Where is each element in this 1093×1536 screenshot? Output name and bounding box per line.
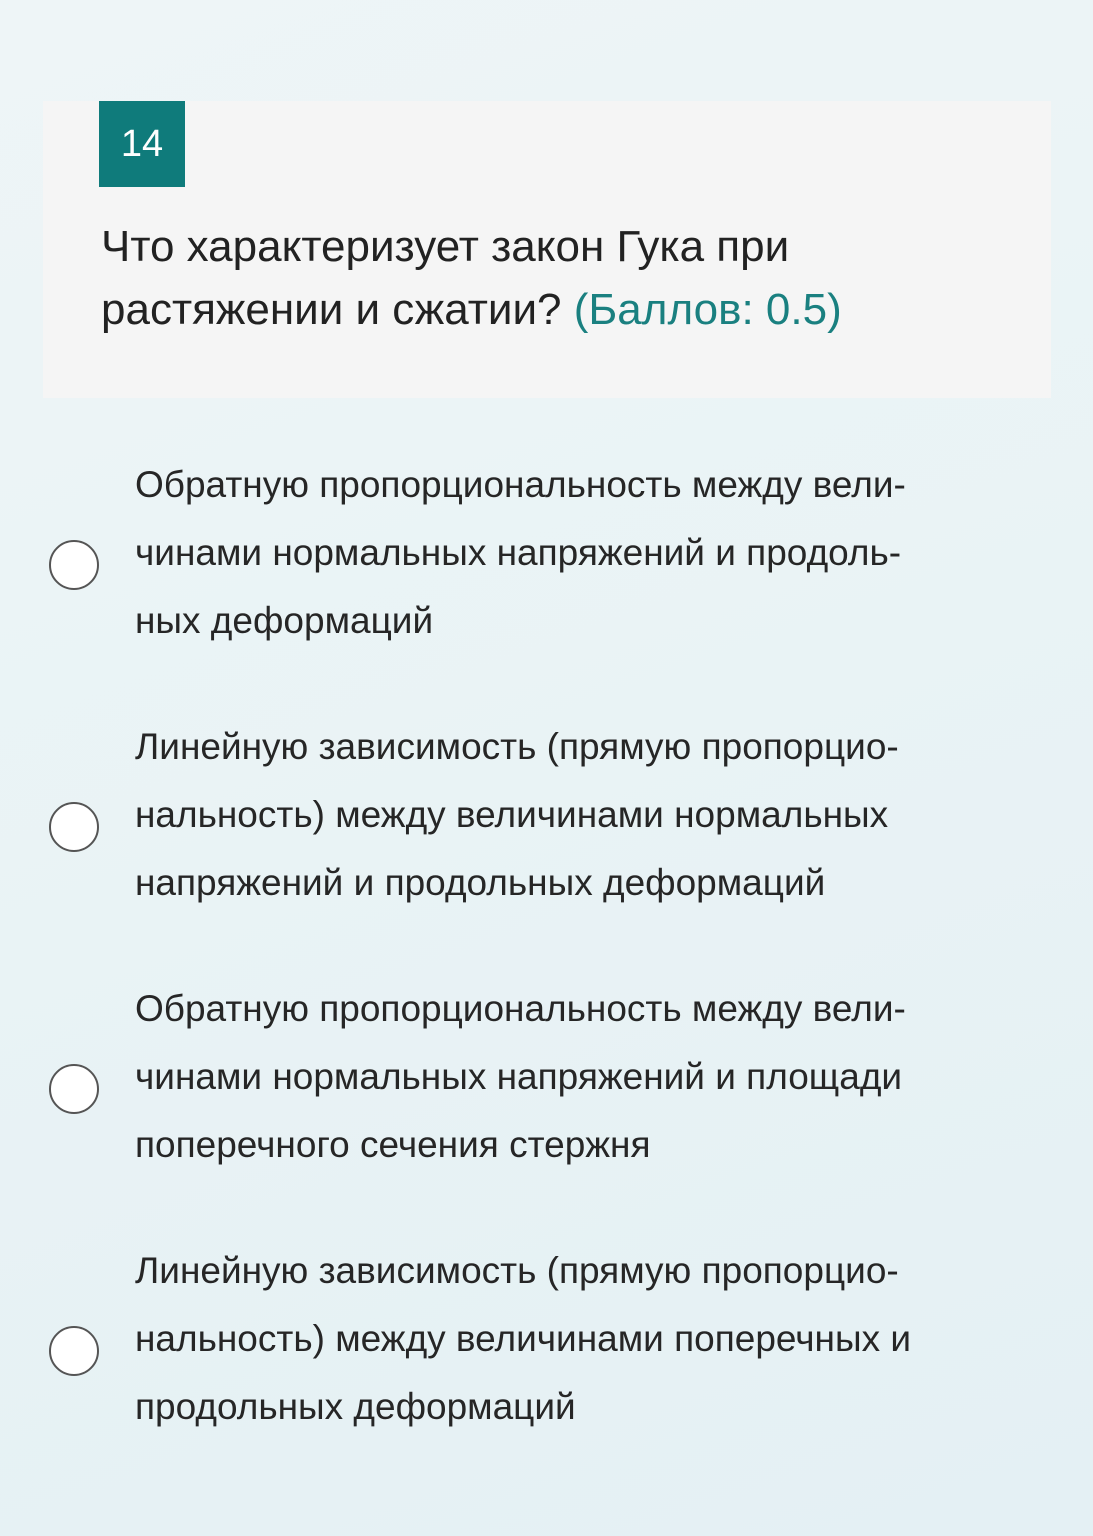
question-text — [101, 215, 1041, 341]
radio-button[interactable] — [49, 802, 99, 852]
option-label-line: поперечного сечения стержня — [135, 1124, 651, 1165]
option-label — [135, 451, 906, 655]
option-label-line: Линейную зависимость (прямую пропорцио- — [135, 726, 899, 767]
option-label-line: Обратную пропорциональность между вели- — [135, 988, 906, 1029]
answer-option-3[interactable] — [0, 975, 1093, 1185]
question-prompt: Что характеризует закон Гука при растяжении и сжатии? — [101, 222, 790, 334]
answer-option-1[interactable] — [0, 451, 1093, 661]
radio-button[interactable] — [49, 1326, 99, 1376]
option-label-line: чинами нормальных напряжений и площади — [135, 1056, 903, 1097]
question-card — [43, 101, 1051, 398]
option-label-line: продольных деформаций — [135, 1386, 576, 1427]
option-label-line: ных деформаций — [135, 600, 434, 641]
question-points: (Баллов: 0.5) — [573, 285, 842, 334]
option-label — [135, 1237, 911, 1441]
option-label-line: чинами нормальных напряжений и продоль- — [135, 532, 902, 573]
option-label-line: напряжений и продольных деформаций — [135, 862, 826, 903]
question-number-badge: 14 — [99, 101, 185, 187]
option-label — [135, 713, 899, 917]
radio-button[interactable] — [49, 540, 99, 590]
option-label-line: Обратную пропорциональность между вели- — [135, 464, 906, 505]
answer-option-4[interactable] — [0, 1237, 1093, 1447]
option-label — [135, 975, 906, 1179]
option-label-line: Линейную зависимость (прямую пропорцио- — [135, 1250, 899, 1291]
radio-button[interactable] — [49, 1064, 99, 1114]
option-label-line: нальность) между величинами нормальных — [135, 794, 889, 835]
answer-option-2[interactable] — [0, 713, 1093, 923]
option-label-line: нальность) между величинами поперечных и — [135, 1318, 912, 1359]
